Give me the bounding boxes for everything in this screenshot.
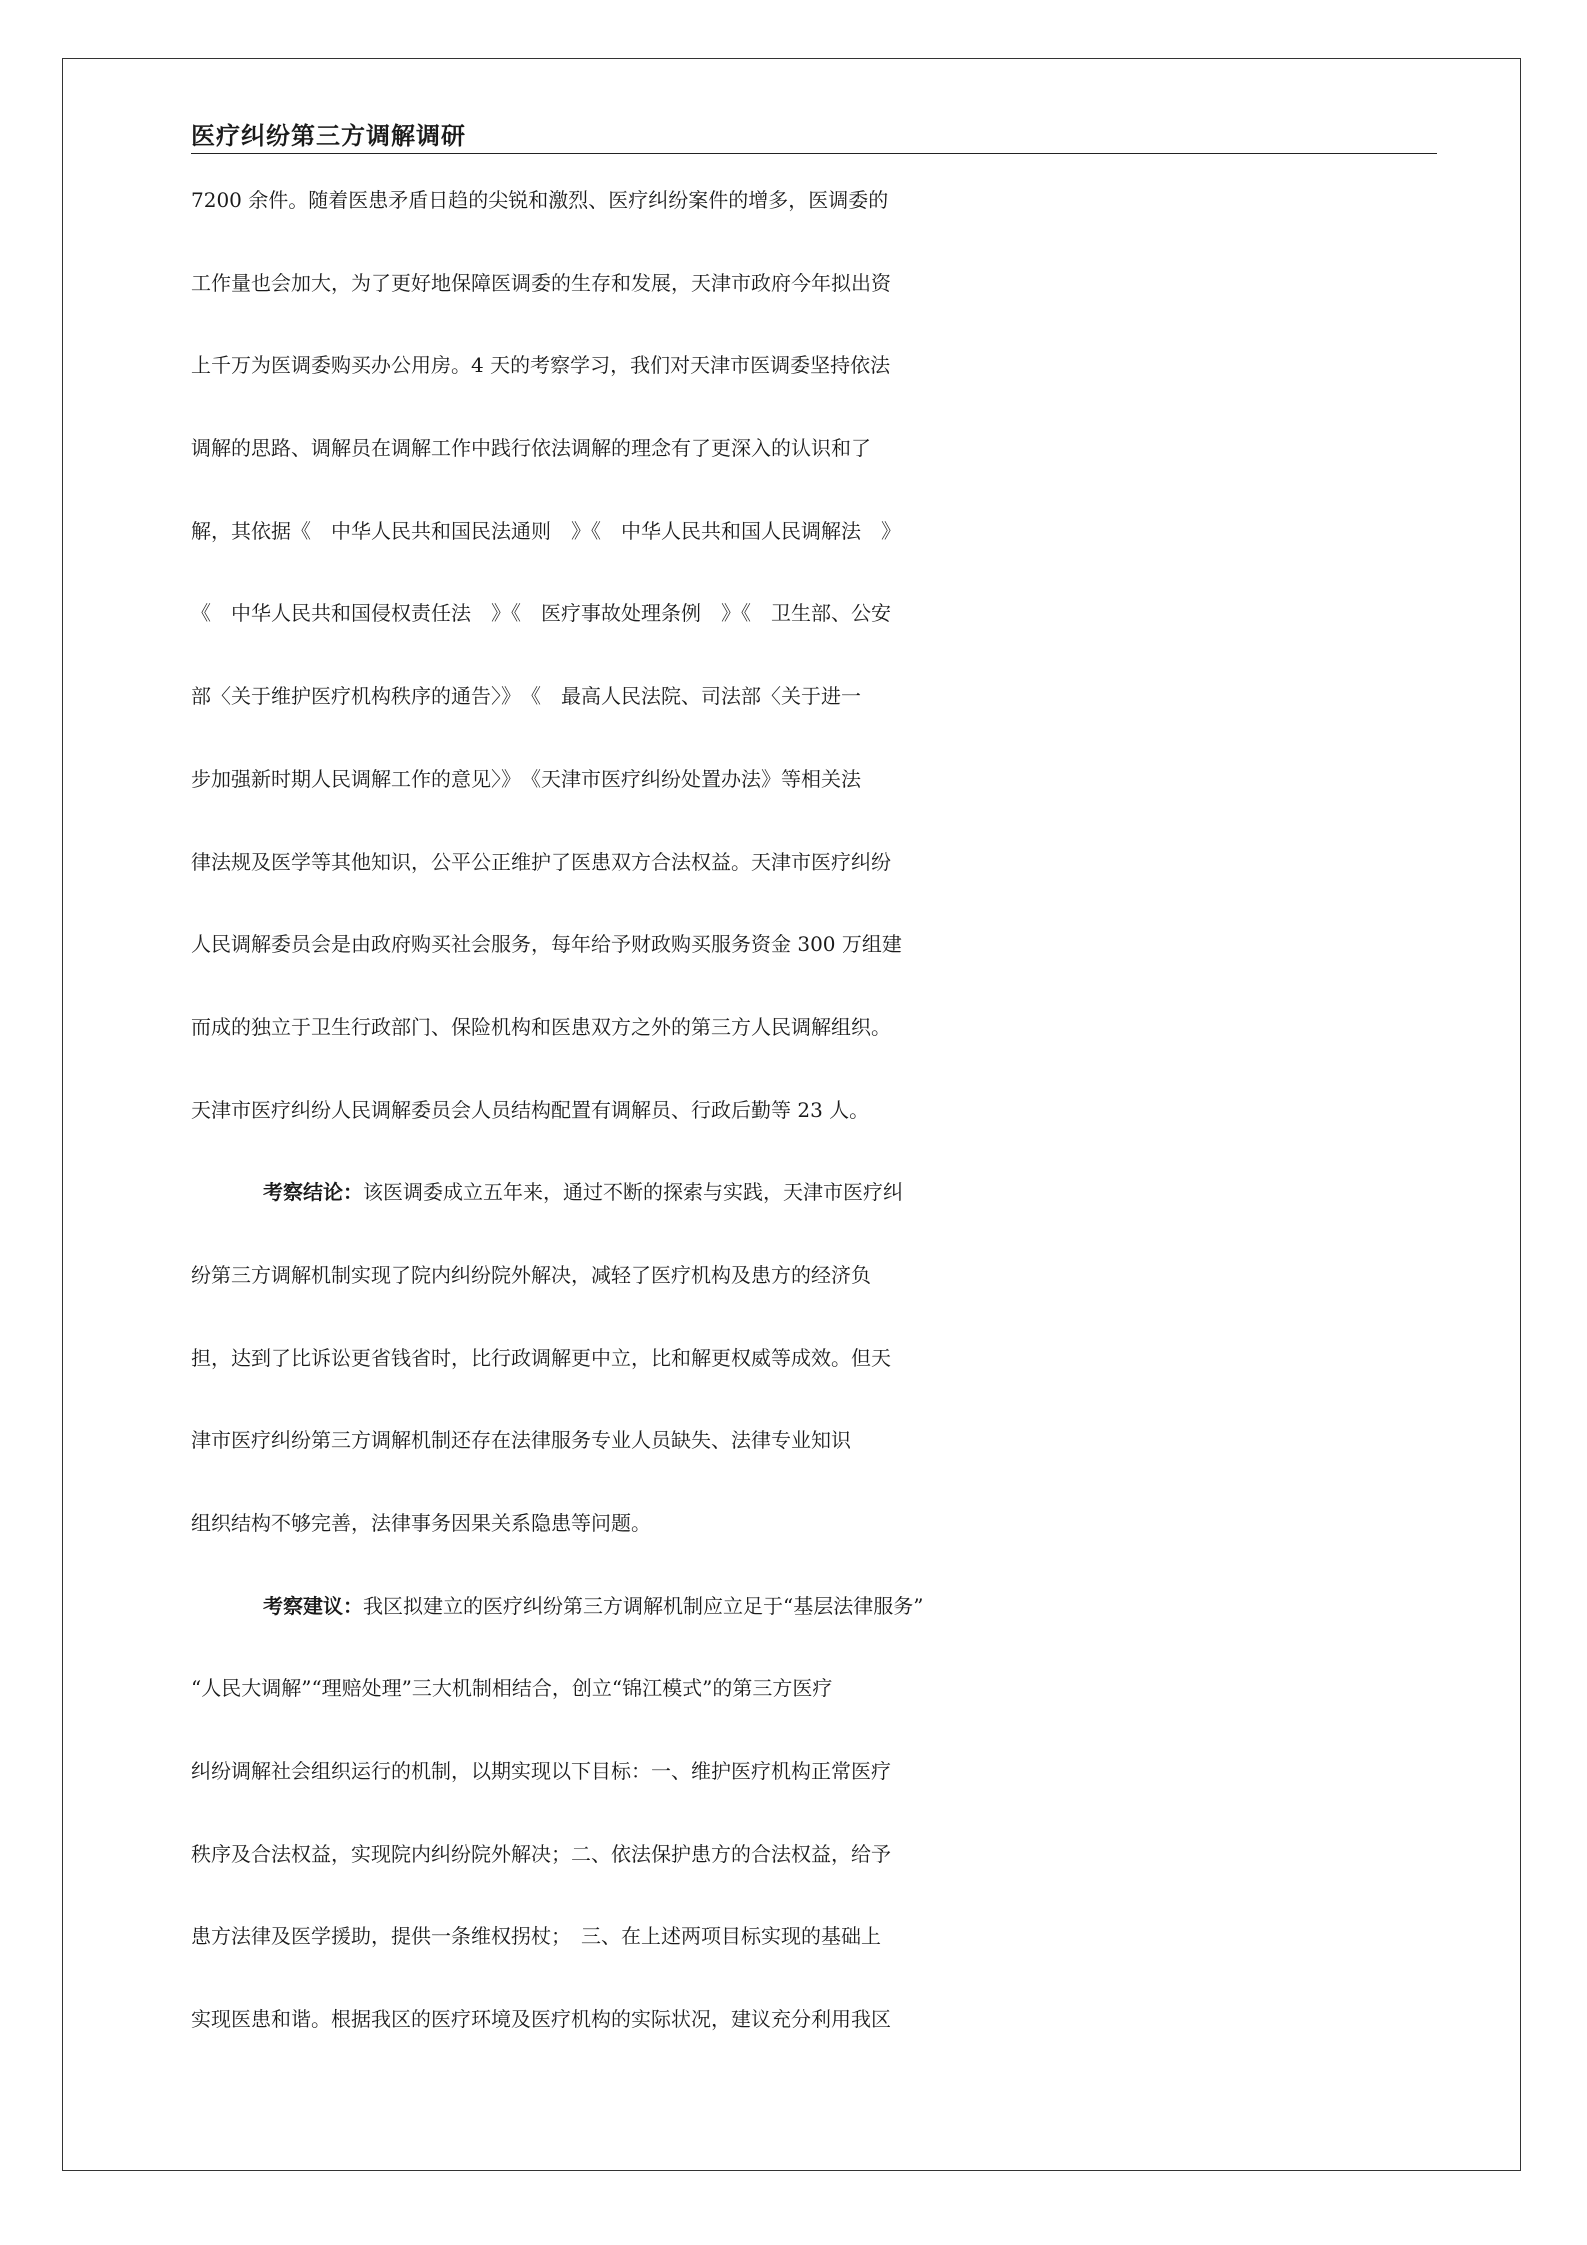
text-line: “人民大调解”“理赔处理”三大机制相结合，创立“锦江模式”的第三方医疗 (191, 1676, 833, 1701)
text-line: 实现医患和谐。根据我区的医疗环境及医疗机构的实际状况，建议充分利用我区 (191, 2007, 891, 2032)
text-line: 担，达到了比诉讼更省钱省时，比行政调解更中立，比和解更权威等成效。但天 (191, 1345, 891, 1370)
text-line: 《 中华人民共和国侵权责任法 》《 医疗事故处理条例 》《 卫生部、公安 (191, 601, 891, 626)
paragraph-first-line (191, 1576, 1441, 1659)
text-line: 纠纷调解社会组织运行的机制，以期实现以下目标：一、维护医疗机构正常医疗 (191, 1759, 891, 1784)
text-line: 工作量也会加大，为了更好地保障医调委的生存和发展，天津市政府今年拟出资 (191, 270, 891, 295)
text-line: 调解的思路、调解员在调解工作中践行依法调解的理念有了更深入的认识和了 (191, 436, 871, 461)
text-line: 天津市医疗纠纷人民调解委员会人员结构配置有调解员、行政后勤等 23 人。 (191, 1097, 870, 1122)
running-header (191, 112, 1437, 154)
text-span: 该医调委成立五年来，通过不断的探索与实践，天津市医疗纠 (363, 1180, 903, 1205)
text-line: 津市医疗纠纷第三方调解机制还存在法律服务专业人员缺失、法律专业知识 (191, 1428, 851, 1453)
text-line: 秩序及合法权益，实现院内纠纷院外解决；二、依法保护患方的合法权益，给予 (191, 1841, 891, 1866)
text-line: 而成的独立于卫生行政部门、保险机构和医患双方之外的第三方人民调解组织。 (191, 1014, 891, 1039)
suggestion-heading: 考察建议： (263, 1593, 363, 1618)
conclusion-heading: 考察结论： (263, 1180, 363, 1205)
text-line: 患方法律及医学援助，提供一条维权拐杖； 三、在上述两项目标实现的基础上 (191, 1924, 881, 1949)
text-line: 组织结构不够完善，法律事务因果关系隐患等问题。 (191, 1511, 651, 1535)
text-span: 我区拟建立的医疗纠纷第三方调解机制应立足于“基层法律服务” (363, 1593, 924, 1618)
header-title: 医疗纠纷第三方调解调研 (191, 121, 466, 150)
text-line: 7200 余件。随着医患矛盾日趋的尖锐和激烈、医疗纠纷案件的增多，医调委的 (191, 188, 889, 212)
text-line: 律法规及医学等其他知识，公平公正维护了医患双方合法权益。天津市医疗纠纷 (191, 849, 891, 874)
text-line: 纷第三方调解机制实现了院内纠纷院外解决，减轻了医疗机构及患方的经济负 (191, 1262, 871, 1287)
text-line: 上千万为医调委购买办公用房。4 天的考察学习，我们对天津市医调委坚持依法 (191, 353, 891, 378)
paragraph-first-line (191, 1162, 1441, 1245)
text-line: 人民调解委员会是由政府购买社会服务，每年给予财政购买服务资金 300 万组建 (191, 932, 902, 957)
text-line: 步加强新时期人民调解工作的意见〉》 《天津市医疗纠纷处置办法》等相关法 (191, 766, 861, 791)
text-line: 部〈关于维护医疗机构秩序的通告〉》 《 最高人民法院、司法部〈关于进一 (191, 684, 861, 709)
text-line: 解，其依据《 中华人民共和国民法通则 》《 中华人民共和国人民调解法 》 (191, 518, 901, 543)
body-text (191, 170, 1441, 2072)
